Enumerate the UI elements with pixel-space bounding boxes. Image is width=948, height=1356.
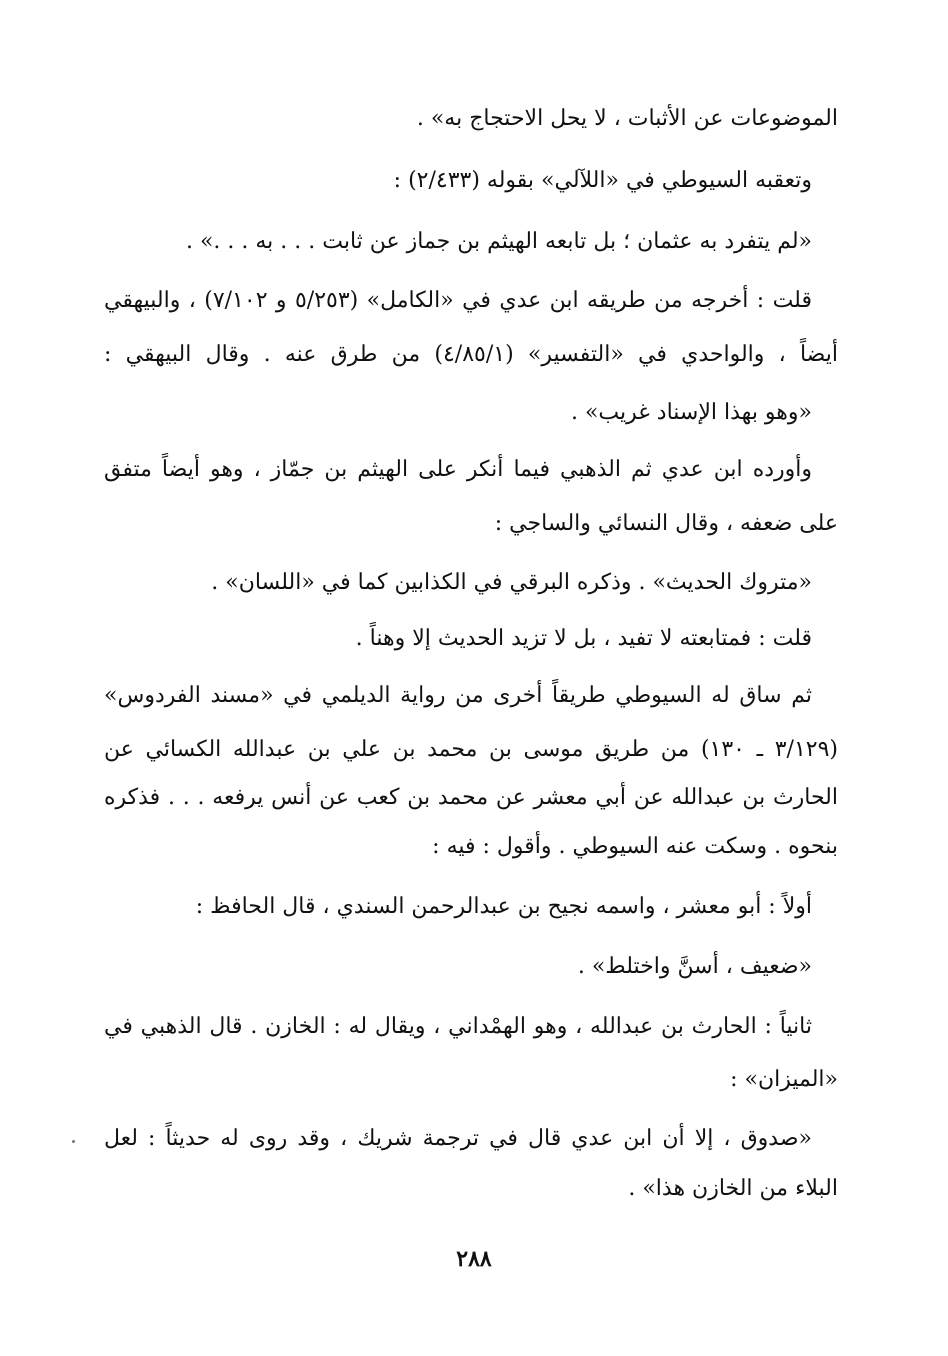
text-line-6: «وهو بهذا الإسناد غريب» . [570, 400, 812, 425]
text-line-20: البلاء من الخازن هذا» . [628, 1176, 838, 1201]
text-line-12: (٣/١٢٩ ـ ١٣٠) من طريق موسى بن محمد بن علي بن عبدالله الكسائي عن [104, 737, 838, 762]
text-line-17: ثانياً : الحارث بن عبدالله ، وهو الهمْداني ، ويقال له : الخازن . قال الذهبي في [104, 1014, 812, 1039]
text-line-15: أولاً : أبو معشر ، واسمه نجيح بن عبدالرحمن السندي ، قال الحافظ : [195, 894, 812, 919]
text-line-5: أيضاً ، والواحدي في «التفسير» (٤/٨٥/١) من طرق عنه . وقال البيهقي : [104, 342, 838, 367]
text-line-7: وأورده ابن عدي ثم الذهبي فيما أنكر على الهيثم بن جمّاز ، وهو أيضاً متفق [104, 457, 812, 482]
text-line-2: وتعقبه السيوطي في «اللآلي» بقوله (٢/٤٣٣) : [393, 168, 812, 193]
text-line-11: ثم ساق له السيوطي طريقاً أخرى من رواية الديلمي في «مسند الفردوس» [104, 683, 812, 708]
text-line-9: «متروك الحديث» . وذكره البرقي في الكذابين كما في «اللسان» . [211, 570, 812, 595]
text-line-1: الموضوعات عن الأثبات ، لا يحل الاحتجاج به» . [416, 106, 838, 131]
text-line-10: قلت : فمتابعته لا تفيد ، بل لا تزيد الحديث إلا وهناً . [355, 626, 812, 651]
page-number: ٢٨٨ [456, 1246, 492, 1272]
text-line-8: على ضعفه ، وقال النسائي والساجي : [494, 511, 838, 536]
text-line-3: «لم يتفرد به عثمان ؛ بل تابعه الهيثم بن جماز عن ثابت . . . به . . .» . [185, 229, 812, 254]
text-line-19: «صدوق ، إلا أن ابن عدي قال في ترجمة شريك ، وقد روى له حديثاً : لعل [104, 1126, 812, 1151]
text-line-14: بنحوه . وسكت عنه السيوطي . وأقول : فيه : [432, 834, 838, 859]
text-line-16: «ضعيف ، أسنَّ واختلط» . [577, 954, 812, 979]
text-line-18: «الميزان» : [730, 1067, 838, 1092]
text-line-4: قلت : أخرجه من طريقه ابن عدي في «الكامل» (٥/٢٥٣ و ٧/١٠٢) ، والبيهقي [104, 288, 812, 313]
margin-mark [72, 1140, 75, 1143]
text-line-13: الحارث بن عبدالله عن أبي معشر عن محمد بن كعب عن أنس يرفعه . . . فذكره [104, 785, 838, 810]
